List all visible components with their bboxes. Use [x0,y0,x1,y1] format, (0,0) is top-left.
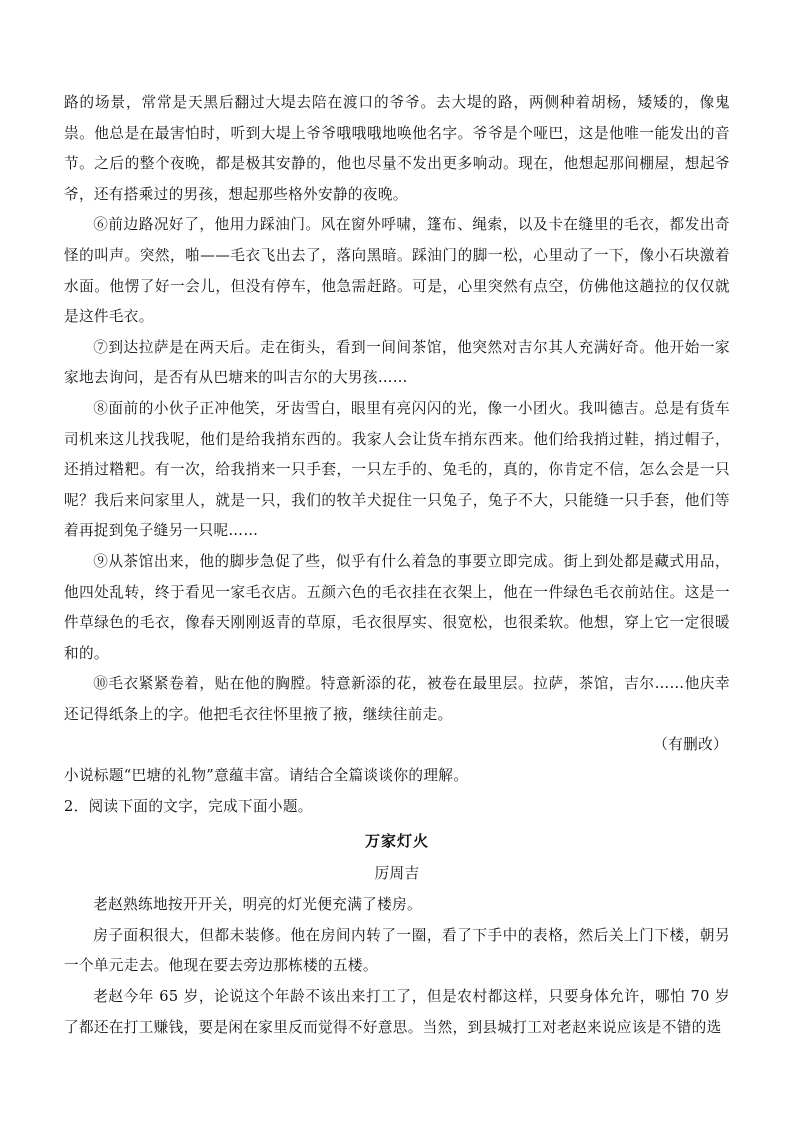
revision-note: （有删改） [653,736,728,754]
paragraph-8: ⑧面前的小伙子正冲他笑，牙齿雪白，眼里有亮闪闪的光，像一小团火。我叫德吉。总是有货车司机来这儿找我呢，他们是给我捎东西的。我家人会让货车捎东西来。他们给我捎过鞋，捎过帽子，还捎过糌粑。有一次，给我捎来一只手套，一只左手的、兔毛的，真的，你肯定不信，怎么会是一只呢？我后来问家里人，就是一只，我们的牧羊犬捉住一只兔子，兔子不大，只能缝一只手套，他们等着再捉到兔子缝另一只呢…… [64,399,730,540]
story-paragraph-1: 老赵熟练地按开开关，明亮的灯光便充满了楼房。 [93,896,422,914]
paragraph-10: ⑩毛衣紧紧卷着，贴在他的胸膛。特意新添的花，被卷在最里层。拉萨，茶馆，吉尔……他庆幸还记得纸条上的字。他把毛衣往怀里掖了掖，继续往前走。 [64,675,730,723]
story-title: 万家灯火 [364,832,429,851]
story-author: 厉周吉 [374,865,420,883]
question-1: 小说标题“巴塘的礼物”意蕴丰富。请结合全篇谈谈你的理解。 [64,767,469,785]
story-paragraph-2: 房子面积很大，但都未装修。他在房间内转了一圈，看了下手中的表格，然后关上门下楼，朝另一个单元走去。他现在要去旁边那栋楼的五楼。 [64,926,730,975]
question-2-heading: 2．阅读下面的文字，完成下面小题。 [64,797,313,815]
paragraph-6: ⑥前边路况好了，他用力踩油门。风在窗外呼啸，篷布、绳索，以及卡在缝里的毛衣，都发出奇怪的叫声。突然，啪——毛衣飞出去了，落向黑暗。踩油门的脚一松，心里动了一下，像小石块激着水面。他愣了好一会儿，但没有停车，他急需赶路。可是，心里突然有点空，仿佛他这趟拉的仅仅就是这件毛衣。 [64,216,730,326]
document-page [64,88,730,1043]
story-paragraph-3: 老赵今年 65 岁，论说这个年龄不该出来打工了，但是农村都这样，只要身体允许，哪怕 70 岁了都还在打工赚钱，要是闲在家里反而觉得不好意思。当然，到县城打工对老赵来说应该是不错的选 [64,988,730,1036]
paragraph-intro: 路的场景，常常是天黑后翻过大堤去陪在渡口的爷爷。去大堤的路，两侧种着胡杨，矮矮的，像鬼祟。他总是在最害怕时，听到大堤上爷爷哦哦哦地唤他名字。爷爷是个哑巴，这是他唯一能发出的音节。之后的整个夜晚，都是极其安静的，他也尽量不发出更多响动。现在，他想起那间棚屋，想起爷爷，还有搭乘过的男孩，想起那些格外安静的夜晚。 [64,94,730,203]
paragraph-7: ⑦到达拉萨是在两天后。走在街头，看到一间间茶馆，他突然对吉尔其人充满好奇。他开始一家家地去询问，是否有从巴塘来的叫吉尔的大男孩…… [64,338,730,387]
paragraph-9: ⑨从茶馆出来，他的脚步急促了些，似乎有什么着急的事要立即完成。街上到处都是藏式用品，他四处乱转，终于看见一家毛衣店。五颜六色的毛衣挂在衣架上，他在一件绿色毛衣前站住。这是一件草绿色的毛衣，像春天刚刚返青的草原，毛衣很厚实、很宽松，也很柔软。他想，穿上它一定很暖和的。 [64,552,730,662]
